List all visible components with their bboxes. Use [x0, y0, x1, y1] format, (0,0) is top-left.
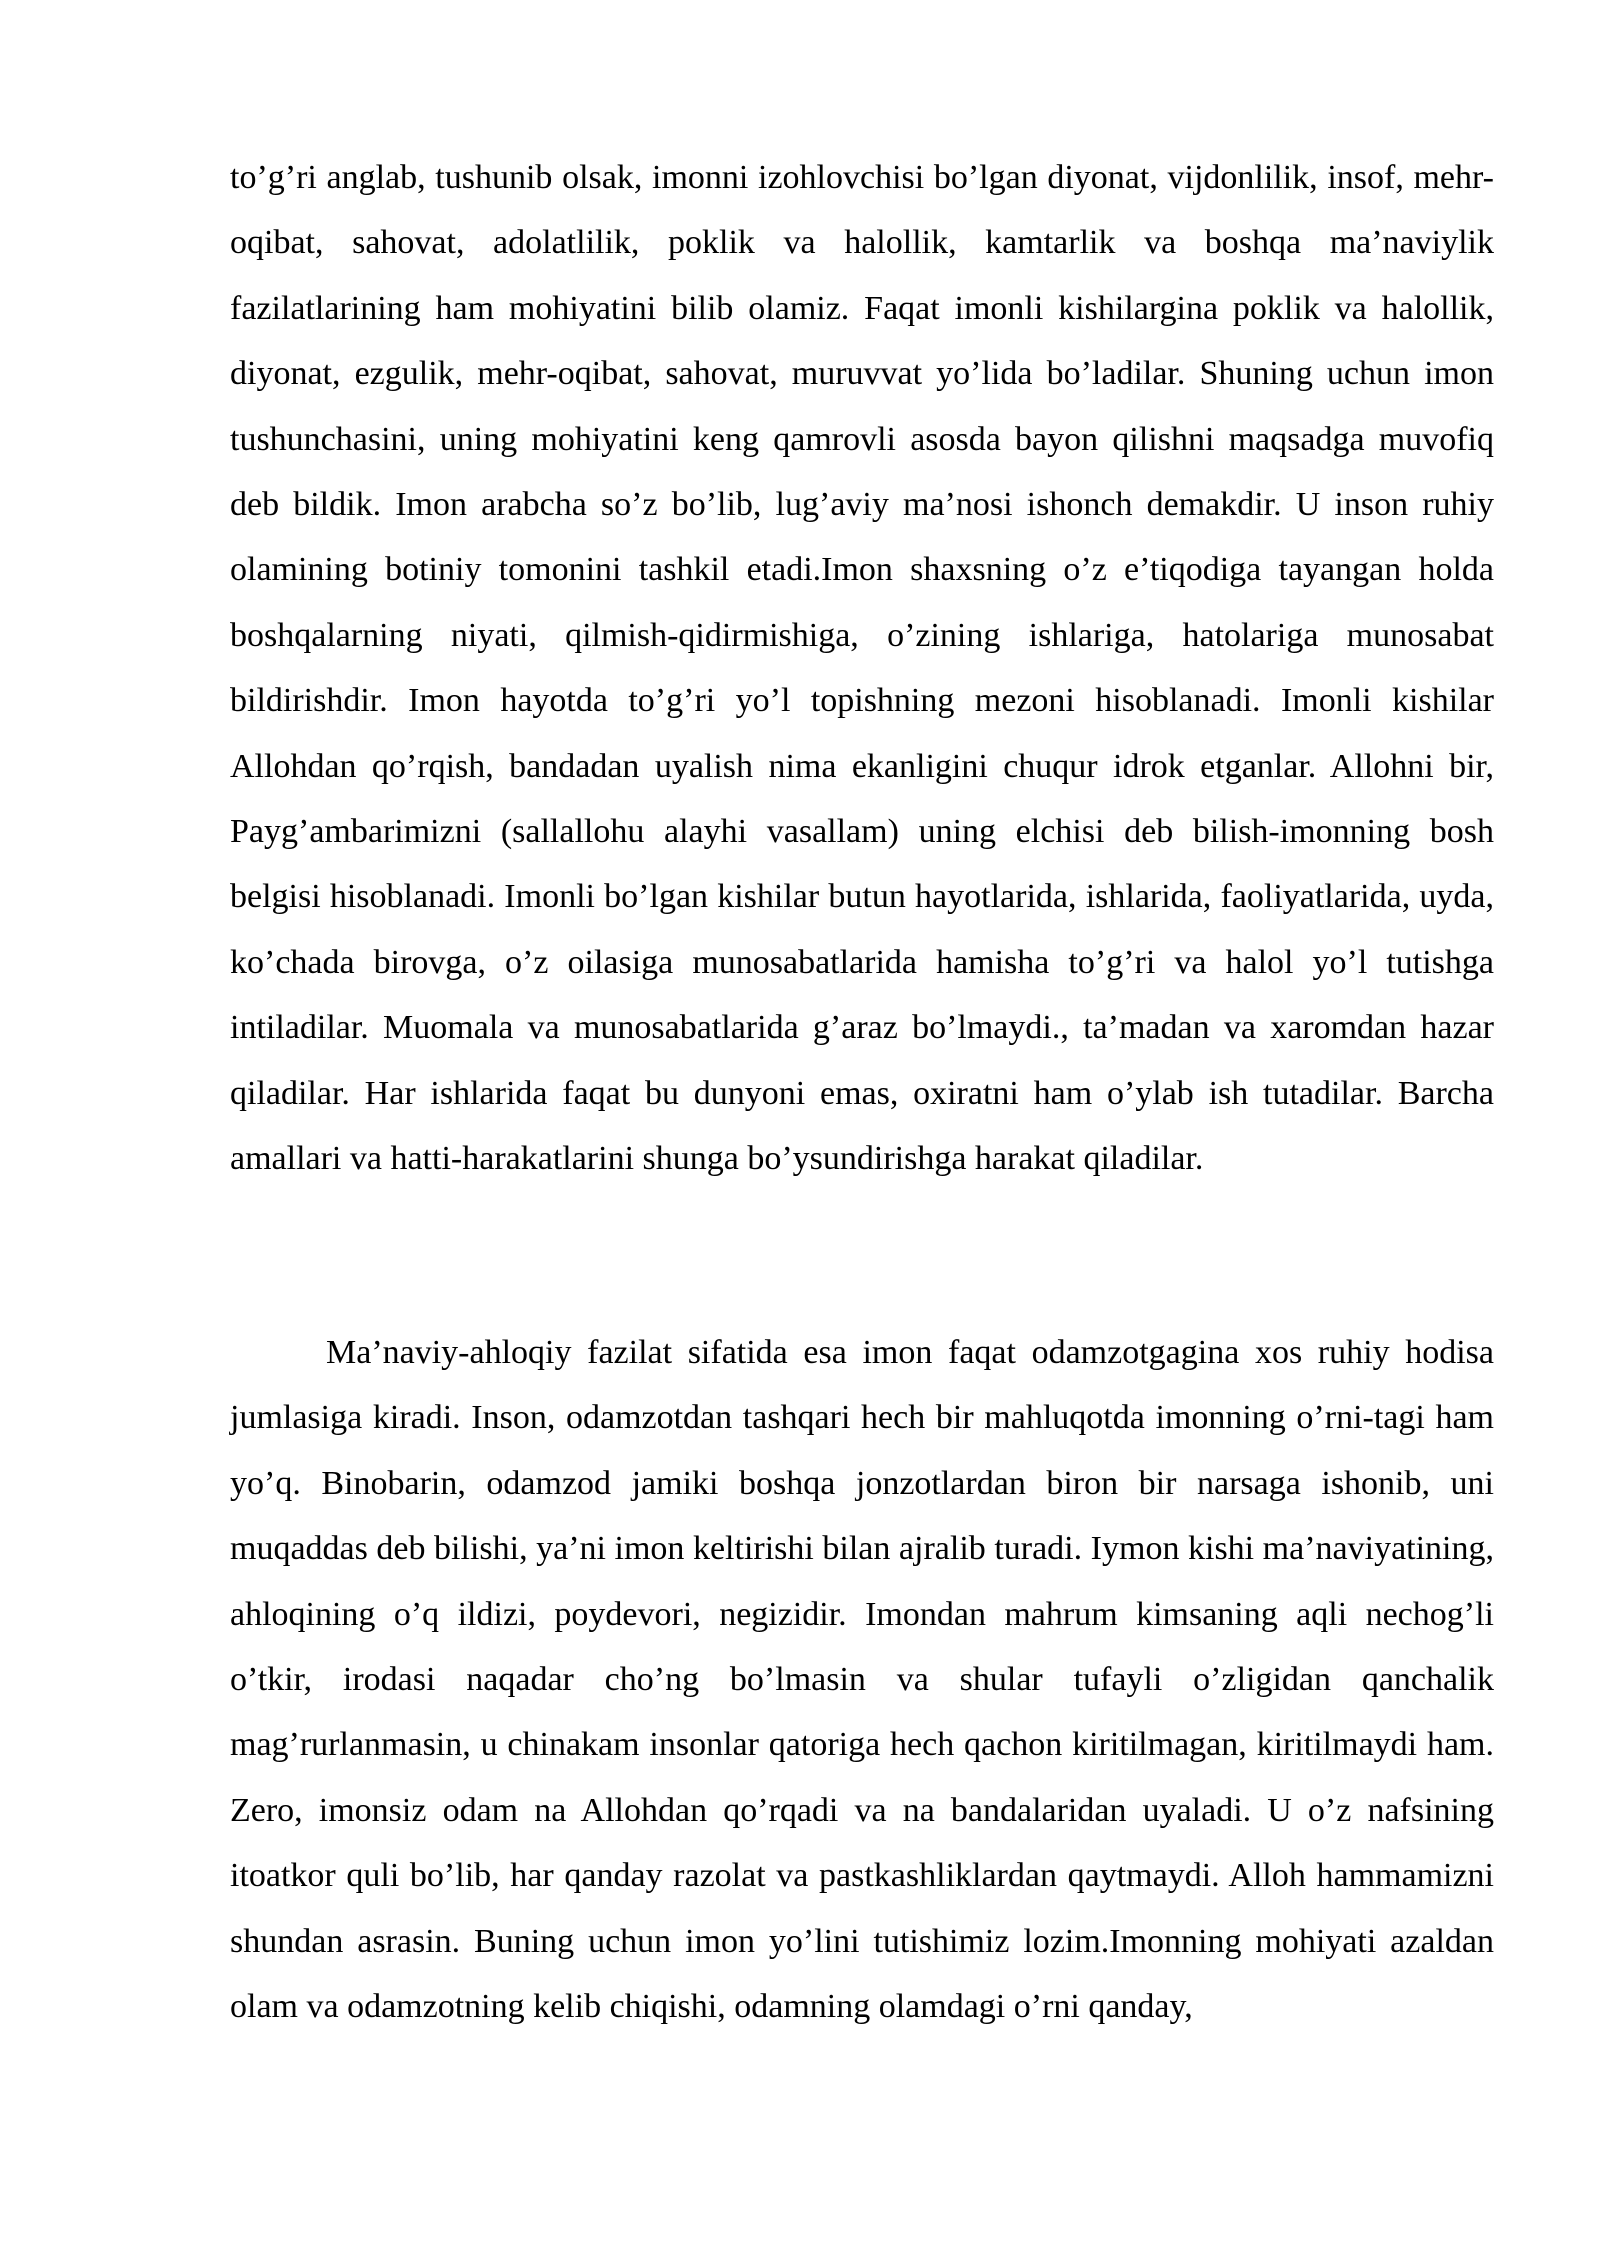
body-paragraph-2: Ma’naviy-ahloqiy fazilat sifatida esa imon faqat odamzotgagina xos ruhiy hodisa jumlasiga kiradi. Inson, odamzotdan tashqari hech bir mahluqotda imonning o’rni-tagi ham yo’q. Binobarin, odamzod jamiki boshqa jonzotlardan biron bir narsaga ishonib, uni muqaddas deb bilishi, ya’ni imon keltirishi bilan ajralib turadi. Iymon kishi ma’naviyatining, ahloqining o’q ildizi, poydevori, negizidir. Imondan mahrum kimsaning aqli nechog’li o’tkir, irodasi naqadar cho’ng bo’lmasin va shular tufayli o’zligidan qanchalik mag’rurlanmasin, u chinakam insonlar qatoriga hech qachon kiritilmagan, kiritilmaydi ham. Zero, imonsiz odam na Allohdan qo’rqadi va na bandalaridan uyaladi. U o’z nafsining itoatkor quli bo’lib, har qanday razolat va pastkashliklardan qaytmaydi. Alloh hammamizni shundan asrasin. Buning uchun imon yo’lini tutishimiz lozim.Imonning mohiyati azaldan olam va odamzotning kelib chiqishi, odamning olamdagi o’rni qanday, — [230, 1334, 1494, 2026]
body-paragraph-1: to’g’ri anglab, tushunib olsak, imonni izohlovchisi bo’lgan diyonat, vijdonlilik, insof, mehr-oqibat, sahovat, adolatlilik, poklik va halollik, kamtarlik va boshqa ma’naviylik fazilatlarining ham mohiyatini bilib olamiz. Faqat imonli kishilargina poklik va halollik, diyonat, ezgulik, mehr-oqibat, sahovat, muruvvat yo’lida bo’ladilar. Shuning uchun imon tushunchasini, uning mohiyatini keng qamrovli asosda bayon qilishni maqsadga muvofiq deb bildik. Imon arabcha so’z bo’lib, lug’aviy ma’nosi ishonch demakdir. U inson ruhiy olamining botiniy tomonini tashkil etadi.Imon shaxsning o’z e’tiqodiga tayangan holda boshqalarning niyati, qilmish-qidirmishiga, o’zining ishlariga, hatolariga munosabat bildirishdir. Imon hayotda to’g’ri yo’l topishning mezoni hisoblanadi. Imonli kishilar Allohdan qo’rqish, bandadan uyalish nima ekanligini chuqur idrok etganlar. Allohni bir, Payg’ambarimizni (sallallohu alayhi vasallam) uning elchisi deb bilish-imonning bosh belgisi hisoblanadi. Imonli bo’lgan kishilar butun hayotlarida, ishlarida, faoliyatlarida, uyda, ko’chada birovga, o’z oilasiga munosabatlarida hamisha to’g’ri va halol yo’l tutishga intiladilar. Muomala va munosabatlarida g’araz bo’lmaydi., ta’madan va xaromdan hazar qiladilar. Har ishlarida faqat bu dunyoni emas, oxiratni ham o’ylab ish tutadilar. Barcha amallari va hatti-harakatlarini shunga bo’ysundirishga harakat qiladilar. — [230, 159, 1494, 1178]
